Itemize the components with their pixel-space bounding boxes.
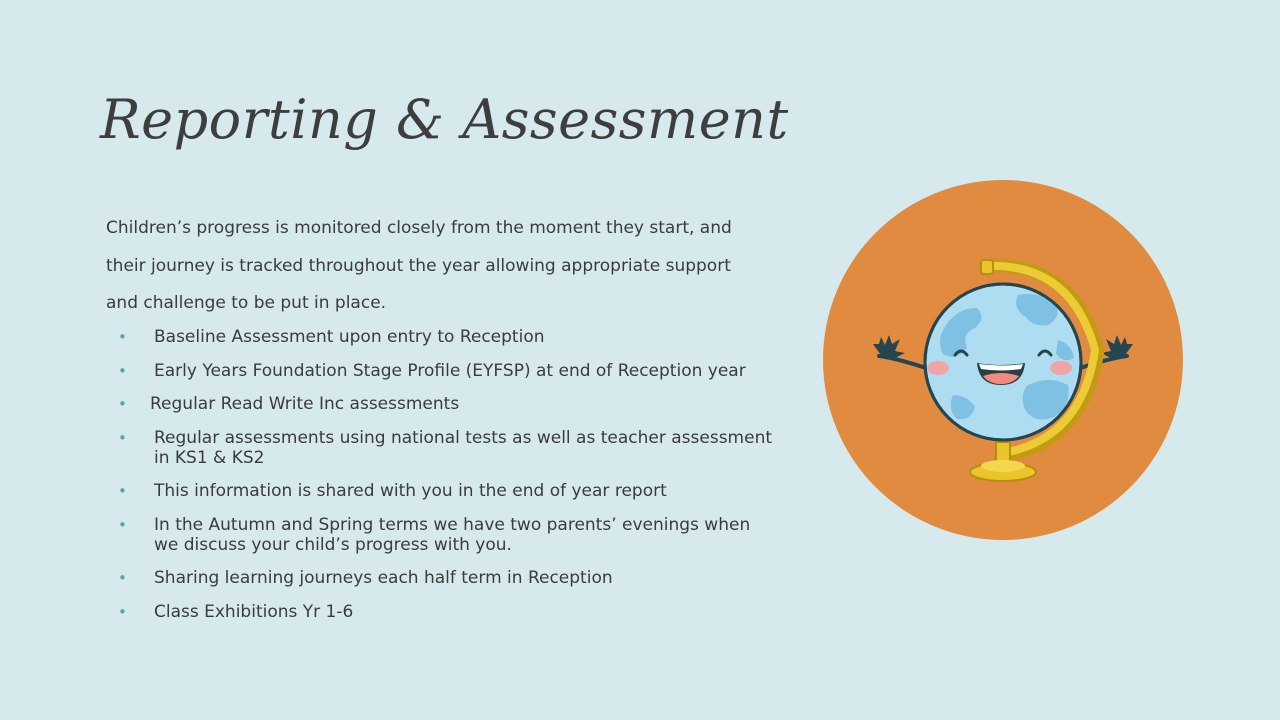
bullet-icon: • (118, 328, 127, 346)
list-item-text: Regular assessments using national tests as well as teacher assessment in KS1 & KS2 (154, 428, 773, 468)
bullet-icon: • (118, 516, 127, 534)
bullet-list (118, 327, 778, 622)
list-item (118, 361, 778, 381)
list-item (118, 568, 778, 588)
list-item-text: Class Exhibitions Yr 1-6 (154, 602, 354, 622)
bullet-icon: • (118, 395, 127, 413)
bullet-icon: • (118, 429, 127, 447)
bullet-icon: • (118, 362, 127, 380)
bullet-icon: • (118, 603, 127, 621)
list-item-text: Baseline Assessment upon entry to Reception (154, 327, 545, 347)
bullet-icon: • (118, 482, 127, 500)
list-item-text: Regular Read Write Inc assessments (150, 394, 460, 414)
list-item (118, 428, 778, 468)
list-item-text: This information is shared with you in the end of year report (154, 481, 667, 501)
list-item-text: In the Autumn and Spring terms we have two parents’ evenings when we discuss your child’s progress with you. (154, 515, 751, 555)
list-item (118, 481, 778, 501)
bullet-icon: • (118, 569, 127, 587)
smiling-globe-icon (823, 180, 1183, 540)
list-item (118, 515, 778, 555)
list-item (118, 602, 778, 622)
list-item (118, 394, 778, 414)
globe-illustration (823, 180, 1183, 540)
intro-paragraph: Children’s progress is monitored closely from the moment they start, and their journey is tracked throughout the year allowing appropriate support and challenge to be put in place. (106, 218, 732, 313)
list-item-text: Early Years Foundation Stage Profile (EYFSP) at end of Reception year (154, 361, 746, 381)
slide-title: Reporting & Assessment (100, 88, 789, 151)
list-item-text: Sharing learning journeys each half term in Reception (154, 568, 613, 588)
list-item (118, 327, 778, 347)
